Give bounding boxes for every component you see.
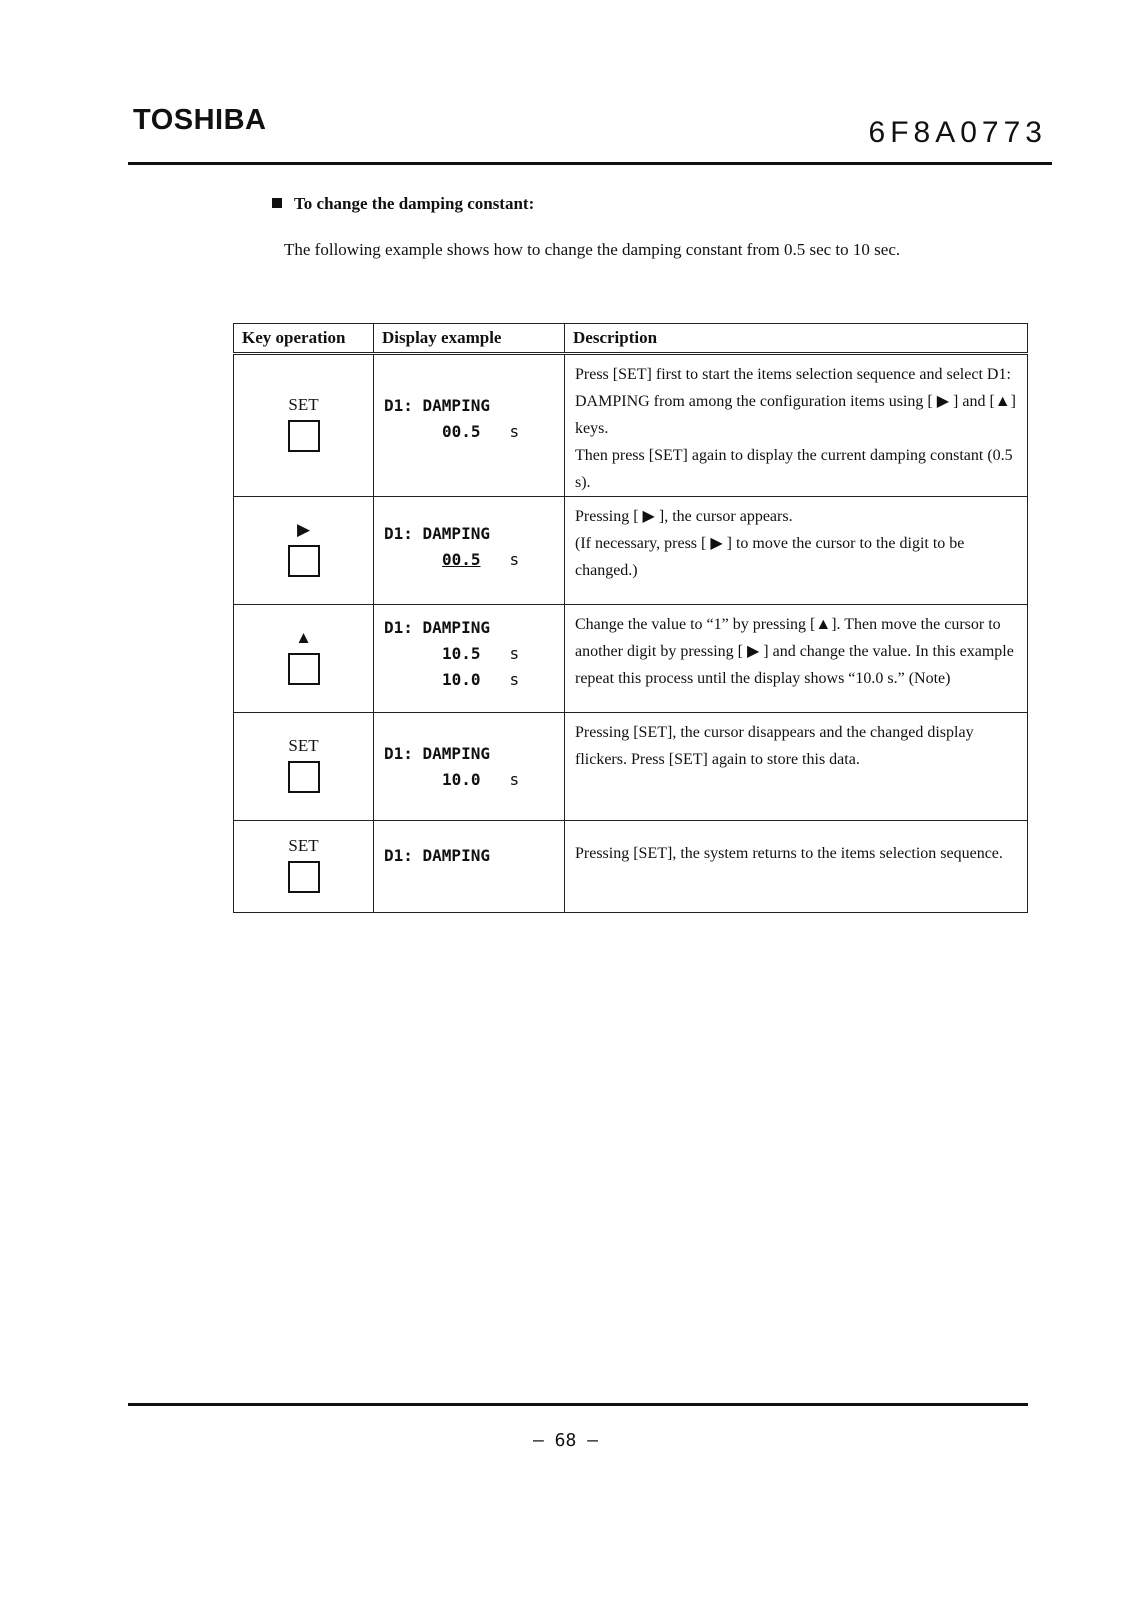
key-button-icon	[288, 861, 320, 893]
display-value: 10.5	[442, 644, 481, 663]
description-cell	[565, 354, 1028, 497]
key-button-icon	[288, 420, 320, 452]
display-line: D1: DAMPING	[384, 846, 490, 865]
display-line: D1: DAMPING	[384, 524, 490, 543]
key-cell	[234, 713, 374, 821]
display-cell	[374, 713, 565, 821]
key-label: SET	[288, 395, 319, 414]
description-cell	[565, 713, 1028, 821]
header-display-example: Display example	[374, 324, 565, 354]
description-text: Change the value to “1” by pressing [▲]. Then move the cursor to another digit by pressing [ ▶ ] and change the value. In this example repeat this process until the display shows “10.0 s.” (Note)	[575, 616, 1014, 687]
key-label: SET	[288, 836, 319, 855]
table-row	[234, 713, 1028, 821]
description-text: Pressing [SET], the cursor disappears and the changed display flickers. Press [SET] again to store this data.	[575, 724, 974, 768]
key-button-icon	[288, 653, 320, 685]
key-cell	[234, 605, 374, 713]
display-unit: s	[509, 670, 520, 689]
description-cell	[565, 497, 1028, 605]
section-title-text: To change the damping constant:	[294, 194, 535, 213]
section-title	[272, 194, 534, 214]
header-description: Description	[565, 324, 1028, 354]
key-button-icon	[288, 761, 320, 793]
description-text: Press [SET] first to start the items selection sequence and select D1: DAMPING from among the configuration items using [ ▶ ] and [▲] keys.	[575, 366, 1016, 437]
display-value: 10.0	[442, 770, 481, 789]
description-text: (If necessary, press [ ▶ ] to move the cursor to the digit to be changed.)	[575, 535, 965, 579]
page-number: — 68 —	[532, 1430, 599, 1451]
description-text: Pressing [ ▶ ], the cursor appears.	[575, 508, 793, 525]
display-line: D1: DAMPING	[384, 618, 490, 637]
square-bullet-icon	[272, 198, 282, 208]
table-row	[234, 605, 1028, 713]
footer-divider	[128, 1403, 1028, 1406]
display-value-line	[384, 641, 564, 667]
document-number: 6F8A0773	[868, 116, 1047, 149]
key-cell	[234, 354, 374, 497]
display-cell	[374, 354, 565, 497]
description-text: Then press [SET] again to display the current damping constant (0.5 s).	[575, 447, 1013, 491]
display-unit: s	[509, 550, 520, 569]
display-unit: s	[509, 770, 520, 789]
intro-paragraph: The following example shows how to change the damping constant from 0.5 sec to 10 sec.	[284, 240, 901, 259]
table-row	[234, 821, 1028, 913]
key-cell	[234, 497, 374, 605]
display-value-line	[384, 419, 564, 445]
description-cell	[565, 605, 1028, 713]
display-cell	[374, 605, 565, 713]
key-cell	[234, 821, 374, 913]
display-cell	[374, 821, 565, 913]
up-arrow-key-label: ▲	[295, 628, 312, 647]
display-value: 00.5	[442, 422, 481, 441]
table-row	[234, 354, 1028, 497]
description-cell	[565, 821, 1028, 913]
key-button-icon	[288, 545, 320, 577]
header-divider	[128, 162, 1052, 165]
display-value: 00.5	[442, 550, 481, 569]
description-text: Pressing [SET], the system returns to the items selection sequence.	[575, 845, 1003, 862]
display-unit: s	[509, 644, 520, 663]
display-cell	[374, 497, 565, 605]
brand-logo: TOSHIBA	[133, 104, 267, 136]
key-label: SET	[288, 736, 319, 755]
display-line: D1: DAMPING	[384, 744, 490, 763]
header-key-operation: Key operation	[234, 324, 374, 354]
display-value-line	[384, 667, 564, 693]
display-value-line	[384, 767, 564, 793]
key-operation-table	[233, 323, 1028, 913]
display-value: 10.0	[442, 670, 481, 689]
display-line: D1: DAMPING	[384, 396, 490, 415]
table-header-row	[234, 324, 1028, 354]
table-row	[234, 497, 1028, 605]
right-arrow-key-label: ▶	[296, 520, 311, 539]
display-unit: s	[509, 422, 520, 441]
display-value-line	[384, 547, 564, 573]
